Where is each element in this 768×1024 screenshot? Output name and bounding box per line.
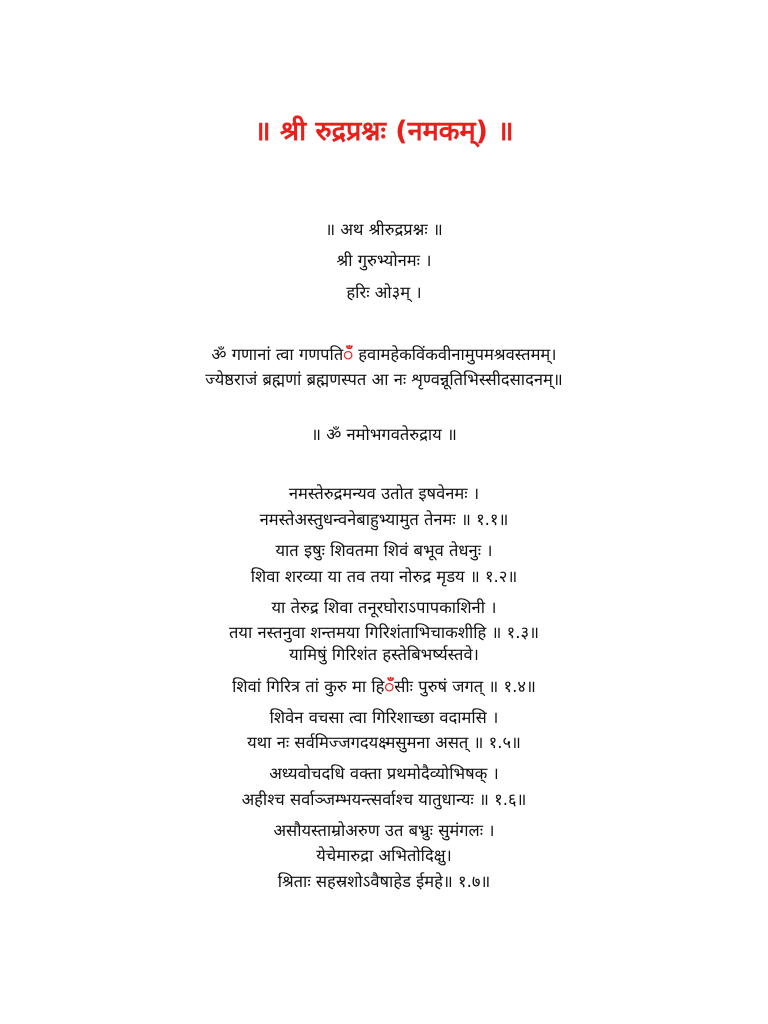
verse-4-line-a: यामिषुं गिरिशंत हस्तेबिभर्ष्यस्तवे।: [289, 645, 479, 664]
dhyana-line-1: [0, 343, 768, 367]
verse-1-line-b: नमस्तेअस्तुधन्वनेबाहुभ्यामुत तेनमः ॥ १.१॥: [259, 510, 509, 529]
verse-5-line-a: शिवेन वचसा त्वा गिरिशाच्छा वदामसि ।: [269, 708, 499, 727]
verse-5-line-b: यथा नः सर्वमिज्जगदयक्ष्मसुमना असत् ॥ १.५॥: [247, 733, 521, 752]
invocation-line: ॥ ॐ नमोभगवतेरुद्राय ॥: [311, 425, 457, 444]
anusvara-mark: ँ: [343, 345, 354, 364]
anusvara-mark: ँ: [384, 677, 395, 696]
verse-6-line-a: अध्यवोचदधि वक्ता प्रथमोदैव्योभिषक् ।: [269, 764, 499, 783]
verse-1-line-a: नमस्तेरुद्रमन्यव उतोत इषवेनमः ।: [288, 484, 480, 503]
verse-7-line-b: येचेमारुद्रा अभितोदिक्षु।: [316, 846, 452, 865]
verse-4-line-b-end: सीः पुरुषं जगत् ॥ १.४॥: [394, 677, 536, 696]
intro-line-2: श्री गुरुभ्योनमः ।: [336, 251, 432, 270]
verse-2-line-a: यात इषुः शिवतमा शिवं बभूव तेधनुः ।: [275, 541, 493, 560]
verse-4-line-b: [0, 675, 768, 699]
dhyana-line-1-start: ॐ गणानां त्वा गणपति: [211, 345, 344, 364]
verse-3-line-b: तया नस्तनुवा शन्तमया गिरिशंताभिचाकशीहि ॥ १.३॥: [229, 623, 539, 642]
verse-3-line-a: या तेरुद्र शिवा तनूरघोराऽपापकाशिनी ।: [271, 598, 497, 617]
intro-line-3: हरिः ओ३म् ।: [346, 283, 422, 302]
verse-4-line-b-start: शिवां गिरित्र तां कुरु मा हि: [232, 677, 385, 696]
verse-7-line-c: श्रिताः सहस्रशोऽवैषाहेड ईमहे॥ १.७॥: [277, 872, 491, 891]
page-title: ॥ श्री रुद्रप्रश्नः (नमकम्) ॥: [254, 116, 514, 147]
verse-7-line-a: असौयस्ताम्रोअरुण उत बभ्रुः सुमंगलः ।: [273, 821, 495, 840]
dhyana-line-1-end: हवामहेकविंकवीनामुपमश्रवस्तमम्।: [353, 345, 557, 364]
dhyana-line-2: ज्येष्ठराजं ब्रह्मणां ब्रह्मणस्पत आ नः शृण्वन्नूतिभिस्सीदसादनम्॥: [205, 370, 563, 389]
verse-2-line-b: शिवा शरव्या या तव तया नोरुद्र मृडय ॥ १.२॥: [250, 567, 518, 586]
verse-6-line-b: अहीश्च सर्वाञ्जम्भयन्त्सर्वाश्च यातुधान्यः ॥ १.६॥: [241, 790, 527, 809]
intro-line-1: ॥ अथ श्रीरुद्रप्रश्नः ॥: [325, 220, 443, 239]
